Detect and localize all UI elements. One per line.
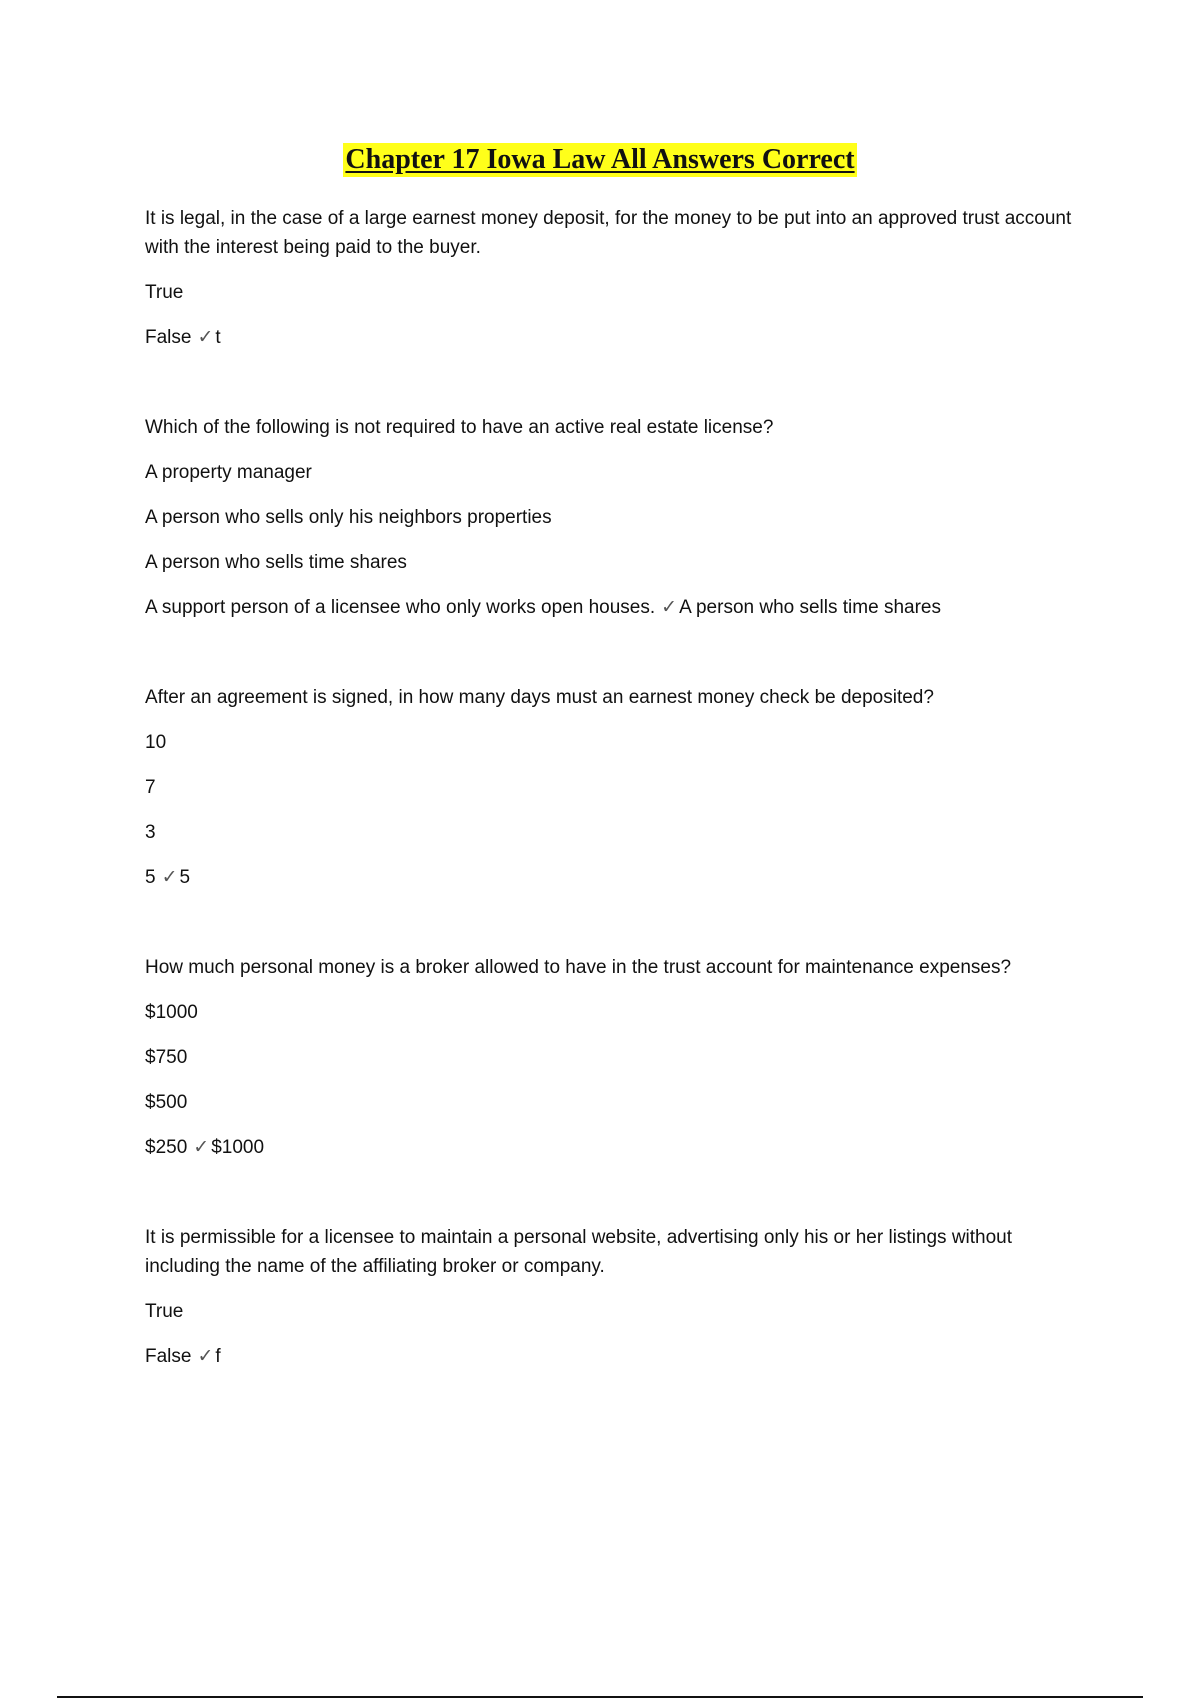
- title-wrap: [0, 143, 1200, 177]
- question-text: After an agreement is signed, in how many days must an earnest money check be deposited?: [145, 687, 934, 708]
- correct-answer: A person who sells time shares: [679, 597, 941, 618]
- question-block-4: [145, 953, 1085, 1162]
- answer-option-label: False: [145, 327, 192, 348]
- question-block-2: [145, 413, 1085, 622]
- answer-option: A property manager: [145, 462, 312, 483]
- checkmark-icon: ✓: [161, 866, 178, 888]
- answer-option: 3: [145, 822, 156, 843]
- correct-answer: $1000: [211, 1137, 265, 1158]
- question-block-5: [145, 1223, 1085, 1371]
- answer-option-final: [145, 1342, 1085, 1371]
- answer-option: A person who sells time shares: [145, 552, 407, 573]
- question-text: Which of the following is not required to have an active real estate license?: [145, 417, 774, 438]
- spacer: [145, 368, 1085, 413]
- answer-option: $500: [145, 1092, 188, 1113]
- spacer: [145, 908, 1085, 953]
- answer-option-final: [145, 323, 1085, 352]
- spacer: [145, 1178, 1085, 1223]
- answer-option-label: $250: [145, 1137, 188, 1158]
- page-title: Chapter 17 Iowa Law All Answers Correct: [345, 144, 855, 175]
- spacer: [145, 638, 1085, 683]
- answer-option-label: A support person of a licensee who only works open houses.: [145, 597, 656, 618]
- answer-option-final: [145, 1133, 1085, 1162]
- answer-option: A person who sells only his neighbors properties: [145, 507, 552, 528]
- checkmark-icon: ✓: [193, 1136, 210, 1158]
- question-block-1: [145, 204, 1085, 352]
- qa-content: [145, 204, 1085, 1387]
- question-text: It is permissible for a licensee to maintain a personal website, advertising only his or her listings without including the name of the affiliating broker or company.: [145, 1227, 1013, 1277]
- checkmark-icon: ✓: [197, 1345, 214, 1367]
- correct-answer: f: [215, 1346, 221, 1367]
- answer-option-final: [145, 863, 1085, 892]
- answer-option-label: 5: [145, 867, 156, 888]
- question-text: It is legal, in the case of a large earnest money deposit, for the money to be put into an approved trust account with the interest being paid to the buyer.: [145, 208, 1072, 258]
- footer-divider: [57, 1696, 1143, 1698]
- answer-option: 7: [145, 777, 156, 798]
- question-block-3: [145, 683, 1085, 892]
- answer-option-final: [145, 593, 1085, 622]
- answer-option: $1000: [145, 1002, 198, 1023]
- answer-option: $750: [145, 1047, 188, 1068]
- correct-answer: 5: [179, 867, 191, 888]
- answer-option: True: [145, 1301, 184, 1322]
- checkmark-icon: ✓: [197, 326, 214, 348]
- answer-option-label: False: [145, 1346, 192, 1367]
- answer-option: 10: [145, 732, 167, 753]
- correct-answer: t: [215, 327, 221, 348]
- checkmark-icon: ✓: [661, 596, 678, 618]
- question-text: How much personal money is a broker allowed to have in the trust account for maintenance expenses?: [145, 957, 1012, 978]
- answer-option: True: [145, 282, 184, 303]
